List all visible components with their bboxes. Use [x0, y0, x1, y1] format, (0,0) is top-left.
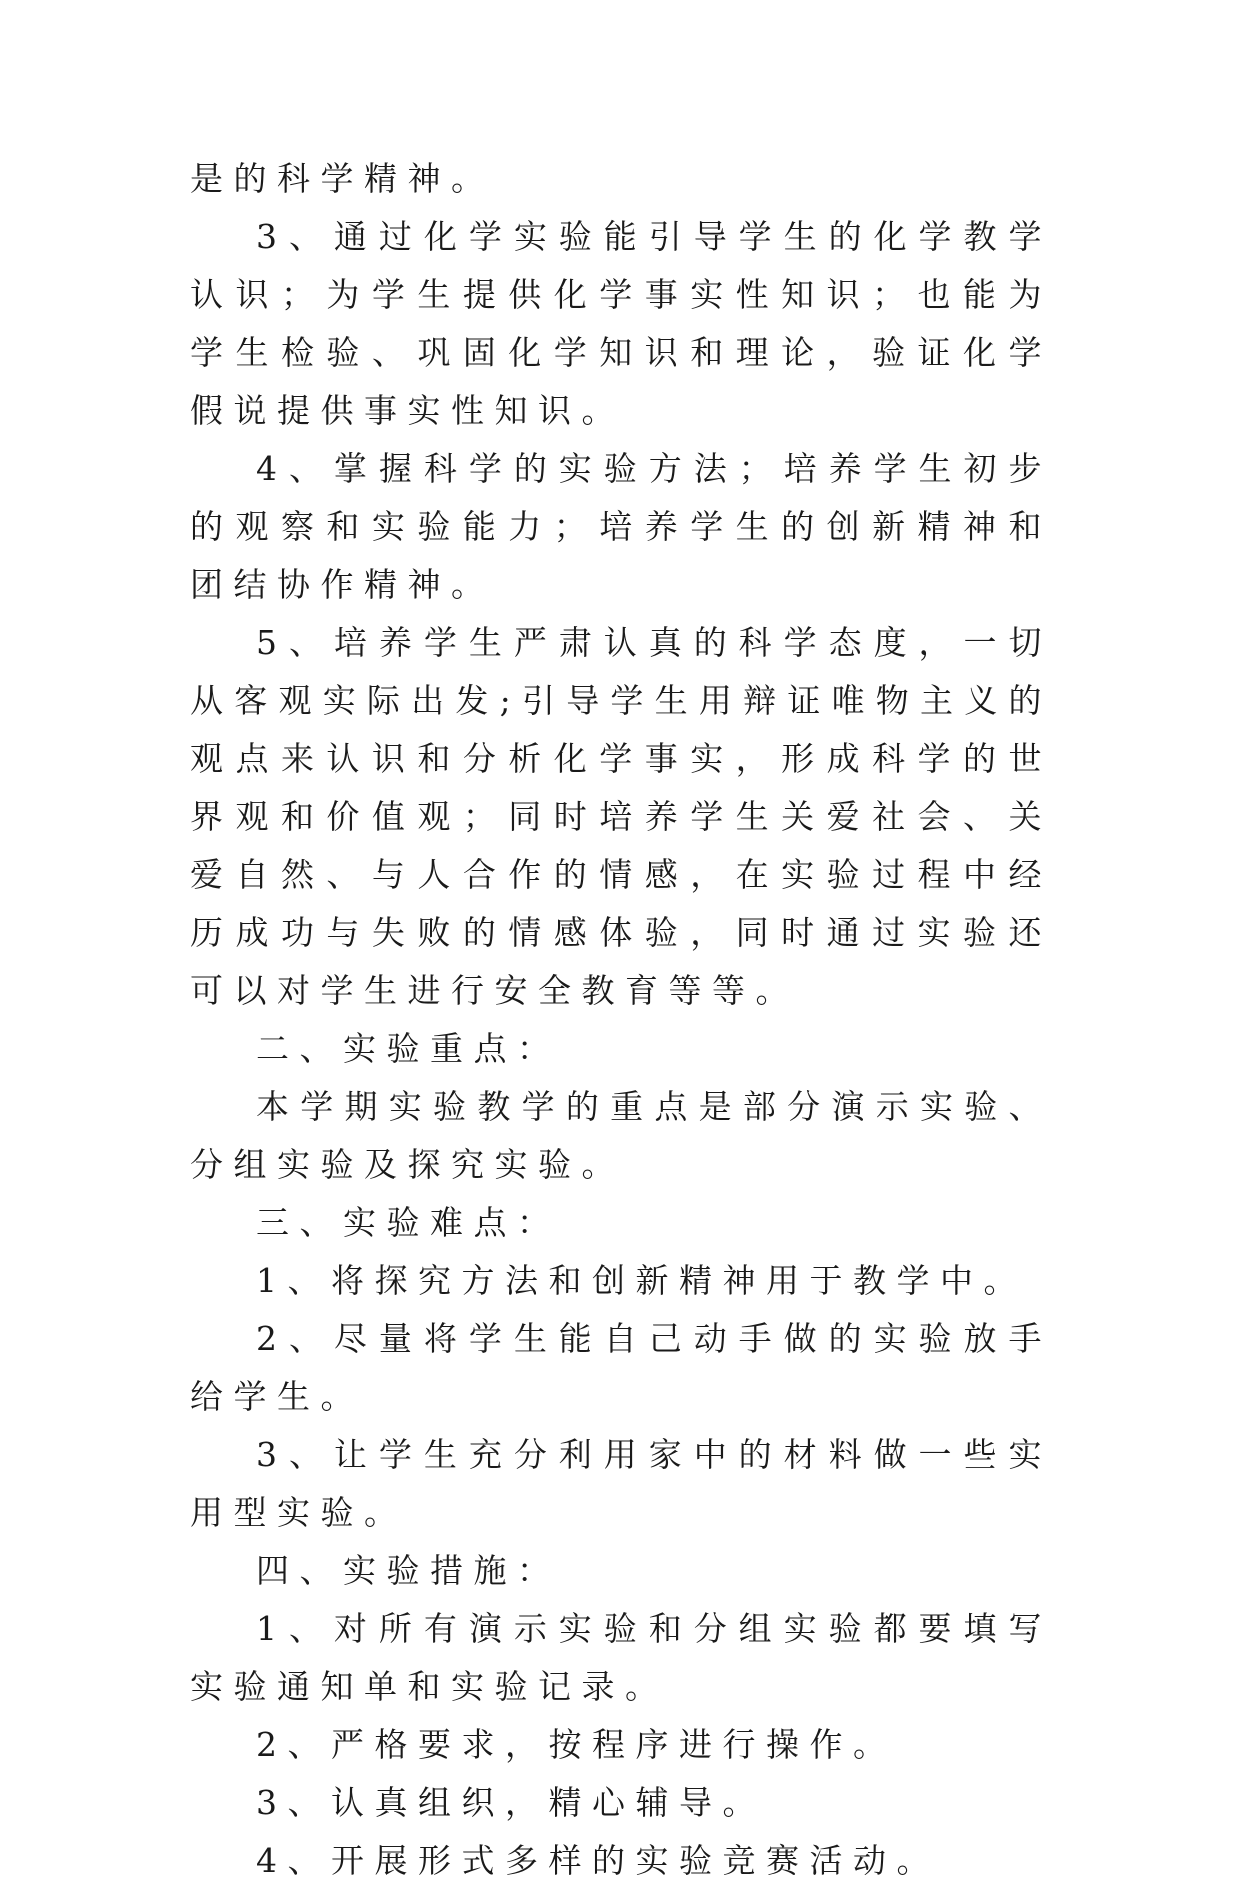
section-heading-measures: 四、实验措施： [256, 1551, 561, 1590]
difficulty-item-3: 3、让学生充分利用家中的材料做一些实用型实验。 [190, 1435, 1052, 1532]
document-body [190, 150, 1052, 1890]
section-heading-difficulties: 三、实验难点： [256, 1203, 561, 1242]
paragraph-item-3: 3、通过化学实验能引导学生的化学教学认识；为学生提供化学事实性知识；也能为学生检验、巩固化学知识和理论，验证化学假说提供事实性知识。 [190, 217, 1052, 430]
difficulty-item-1: 1、将探究方法和创新精神用于教学中。 [256, 1261, 1027, 1300]
measure-item-1: 1、对所有演示实验和分组实验都要填写实验通知单和实验记录。 [190, 1609, 1052, 1706]
difficulty-item-2: 2、尽量将学生能自己动手做的实验放手给学生。 [190, 1319, 1052, 1416]
paragraph-item-5: 5、培养学生严肃认真的科学态度，一切从客观实际出发;引导学生用辩证唯物主义的观点来认识和分析化学事实，形成科学的世界观和价值观；同时培养学生关爱社会、关爱自然、与人合作的情感，在实验过程中经历成功与失败的情感体验，同时通过实验还可以对学生进行安全教育等等。 [190, 623, 1052, 1010]
paragraph-key-points: 本学期实验教学的重点是部分演示实验、分组实验及探究实验。 [190, 1087, 1052, 1184]
measure-item-3: 3、认真组织，精心辅导。 [256, 1783, 766, 1822]
paragraph-item-4: 4、掌握科学的实验方法；培养学生初步的观察和实验能力；培养学生的创新精神和团结协作精神。 [190, 449, 1052, 604]
paragraph-continuation: 是的科学精神。 [190, 159, 495, 198]
section-heading-key-points: 二、实验重点： [256, 1029, 561, 1068]
measure-item-2: 2、严格要求，按程序进行操作。 [256, 1725, 897, 1764]
measure-item-4: 4、开展形式多样的实验竞赛活动。 [256, 1841, 940, 1880]
